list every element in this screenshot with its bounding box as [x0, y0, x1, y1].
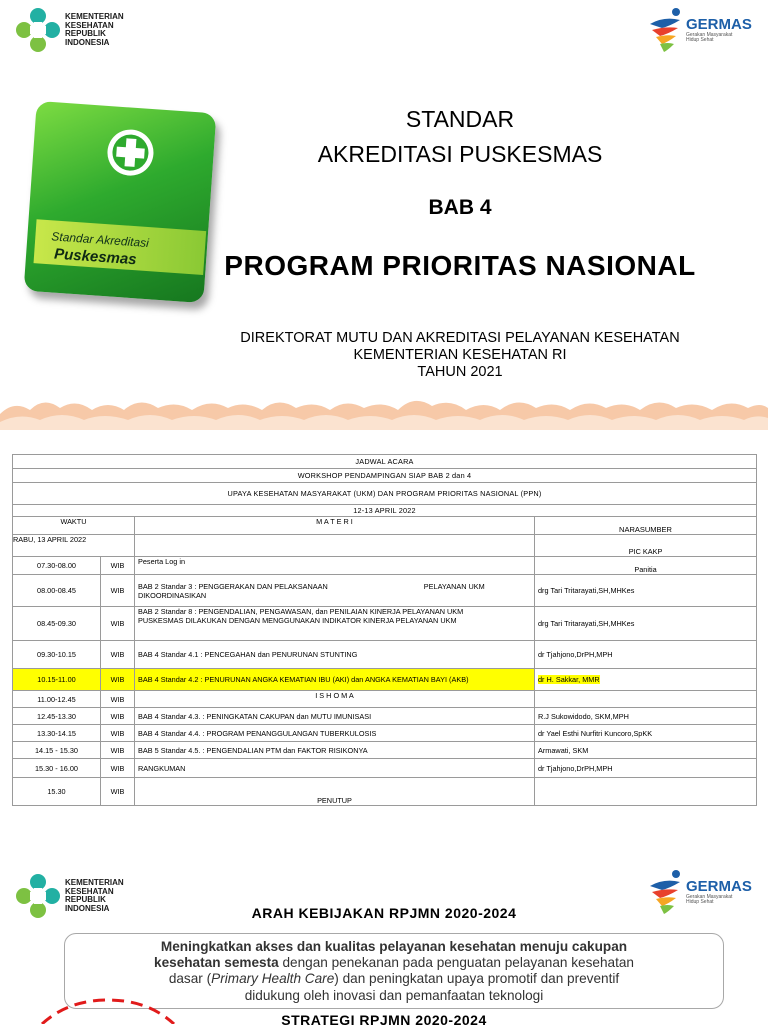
time-cell: 07.30-08.00 [13, 557, 101, 575]
germas-tagline: Hidup Sehat [686, 899, 714, 905]
narasumber-cell: drg Tari Tritarayati,SH,MHKes [535, 607, 757, 641]
policy-line: Meningkatkan akses dan kualitas pelayanan kesehatan menuju cakupan [160, 939, 628, 954]
policy-italic: Primary Health Care [211, 971, 335, 987]
medical-cross-icon [104, 126, 157, 179]
zone-cell: WIB [101, 691, 135, 708]
policy-text: ) dan peningkatan upaya promotif dan preventif [334, 971, 620, 987]
policy-line [75, 955, 713, 971]
materi-cell: BAB 4 Standar 4.3. : PENINGKATAN CAKUPAN dan MUTU IMUNISASI [135, 708, 535, 725]
materi-text: PUSKESMAS DILAKUKAN DENGAN MENGGUNAKAN INDIKATOR KINERJA PELAYANAN UKM [138, 616, 457, 625]
materi-text: BAB 2 Standar 8 : PENGENDALIAN, PENGAWASAN, dan PENILAIAN KINERJA PELAYANAN UKM [138, 607, 464, 616]
materi-text: DIKOORDINASIKAN [138, 590, 207, 600]
directorate-block [160, 330, 760, 381]
time-cell: 08.00-08.45 [13, 575, 101, 607]
time-cell: 09.30-10.15 [13, 641, 101, 669]
narasumber-cell [535, 778, 757, 806]
zone-cell: WIB [101, 742, 135, 759]
logo-text-line: KESEHATAN [65, 20, 114, 30]
time-cell: 13.30-14.15 [13, 725, 101, 742]
materi-cell [135, 607, 535, 641]
day-materi-empty [135, 535, 535, 557]
narasumber-cell [535, 669, 757, 691]
schedule-title: JADWAL ACARA [13, 455, 757, 469]
ministry-line: KEMENTERIAN KESEHATAN RI [353, 347, 567, 363]
time-cell: 10.15-11.00 [13, 669, 101, 691]
program-title: PROGRAM PRIORITAS NASIONAL [224, 250, 696, 281]
zone-cell: WIB [101, 557, 135, 575]
schedule-subtitle: UPAYA KESEHATAN MASYARAKAT (UKM) DAN PROGRAM PRIORITAS NASIONAL (PPN) [13, 483, 757, 505]
kemenkes-emblem-icon [14, 6, 62, 54]
materi-cell: BAB 4 Standar 4.4. : PROGRAM PENANGGULANGAN TUBERKULOSIS [135, 725, 535, 742]
table-row [13, 691, 757, 708]
table-row [13, 575, 757, 607]
table-row [13, 607, 757, 641]
logo-text-line: INDONESIA [65, 37, 110, 47]
directorate-line: DIREKTORAT MUTU DAN AKREDITASI PELAYANAN KESEHATAN [240, 330, 680, 346]
policy-text: dasar ( [168, 971, 212, 987]
logo-text-line: REPUBLIK [65, 29, 106, 38]
logo-text-line: INDONESIA [65, 903, 110, 913]
germas-logo [646, 6, 752, 54]
time-cell: 15.30 [13, 778, 101, 806]
time-cell: 08.45-09.30 [13, 607, 101, 641]
germas-word: GERMAS [686, 15, 752, 33]
table-row [13, 557, 757, 575]
germas-tagline: Gerakan Masyarakat [686, 31, 733, 38]
zone-cell: WIB [101, 669, 135, 691]
materi-cell: BAB 4 Standar 4.1 : PENCEGAHAN dan PENURUNAN STUNTING [135, 641, 535, 669]
time-cell: 12.45-13.30 [13, 708, 101, 725]
day-label: RABU, 13 APRIL 2022 [13, 535, 135, 557]
germas-figure-icon [646, 6, 686, 54]
narasumber-text: dr H. Sakkar, MMR [538, 675, 600, 684]
logo-text-line: REPUBLIK [65, 895, 106, 904]
germas-word: GERMAS [686, 877, 752, 895]
header-waktu: WAKTU [13, 517, 135, 535]
table-row [13, 725, 757, 742]
logo-text-line: KEMENTERIAN [65, 12, 124, 21]
header-materi: M A T E R I [135, 517, 535, 535]
materi-text: BAB 2 Standar 3 : PENGGERAKAN DAN PELAKSANAAN [138, 581, 328, 591]
title-akreditasi: AKREDITASI PUSKESMAS [317, 141, 603, 167]
policy-emphasis: kesehatan semesta [154, 955, 279, 971]
zone-cell: WIB [101, 708, 135, 725]
narasumber-cell: Panitia [535, 557, 757, 575]
time-cell: 11.00-12.45 [13, 691, 101, 708]
time-cell: 14.15 - 15.30 [13, 742, 101, 759]
materi-text: PELAYANAN UKM [423, 581, 485, 591]
cover-subtitle: Standar Akreditasi [50, 229, 150, 251]
table-row [13, 641, 757, 669]
narasumber-cell: Armawati, SKM [535, 742, 757, 759]
logo-text-line: KEMENTERIAN [65, 878, 124, 887]
zone-cell: WIB [101, 641, 135, 669]
rpjmn-title: ARAH KEBIJAKAN RPJMN 2020-2024 [251, 905, 517, 921]
table-row [13, 708, 757, 725]
cloud-decoration [0, 388, 768, 434]
strategi-title: STRATEGI RPJMN 2020-2024 [281, 1012, 487, 1028]
zone-cell: WIB [101, 725, 135, 742]
kemenkes-logo [14, 6, 124, 54]
cover-title: Puskesmas [53, 245, 138, 269]
schedule-table [12, 454, 757, 806]
germas-tagline: Gerakan Masyarakat [686, 893, 733, 900]
table-row-highlighted [13, 669, 757, 691]
zone-cell: WIB [101, 759, 135, 778]
narasumber-cell: dr Yael Esthi Nurfitri Kuncoro,SpKK [535, 725, 757, 742]
narasumber-cell [535, 691, 757, 708]
zone-cell: WIB [101, 778, 135, 806]
materi-cell: BAB 5 Standar 4.5. : PENGENDALIAN PTM dan FAKTOR RISIKONYA [135, 742, 535, 759]
materi-cell [135, 575, 535, 607]
zone-cell: WIB [101, 575, 135, 607]
narasumber-cell: dr Tjahjono,DrPH,MPH [535, 641, 757, 669]
table-row [13, 778, 757, 806]
bab-label: BAB 4 [428, 196, 492, 219]
pic-label: PIC KAKP [535, 535, 757, 557]
germas-tagline: Hidup Sehat [686, 37, 714, 43]
table-row [13, 742, 757, 759]
workshop-title: WORKSHOP PENDAMPINGAN SIAP BAB 2 dan 4 [13, 469, 757, 483]
policy-text: dengan penekanan pada penguatan pelayanan kesehatan [278, 955, 634, 971]
logo-text-line: KESEHATAN [65, 886, 114, 896]
time-cell: 15.30 - 16.00 [13, 759, 101, 778]
narasumber-cell: R.J Sukowidodo, SKM,MPH [535, 708, 757, 725]
zone-cell: WIB [101, 607, 135, 641]
narasumber-cell: drg Tari Tritarayati,SH,MHKes [535, 575, 757, 607]
materi-cell: Peserta Log in [135, 557, 535, 575]
materi-cell: RANGKUMAN [135, 759, 535, 778]
policy-line: didukung oleh inovasi dan pemanfaatan teknologi [244, 987, 544, 1003]
materi-cell: I S H O M A [135, 691, 535, 708]
date-range: 12-13 APRIL 2022 [13, 505, 757, 517]
narasumber-cell: dr Tjahjono,DrPH,MPH [535, 759, 757, 778]
policy-line [75, 971, 713, 987]
header-narasumber: NARASUMBER [535, 517, 757, 535]
materi-cell: BAB 4 Standar 4.2 : PENURUNAN ANGKA KEMATIAN IBU (AKI) dan ANGKA KEMATIAN BAYI (AKB) [135, 669, 535, 691]
title-standar: STANDAR [405, 106, 515, 132]
materi-cell: PENUTUP [135, 778, 535, 806]
table-row [13, 759, 757, 778]
year-line: TAHUN 2021 [417, 364, 503, 380]
